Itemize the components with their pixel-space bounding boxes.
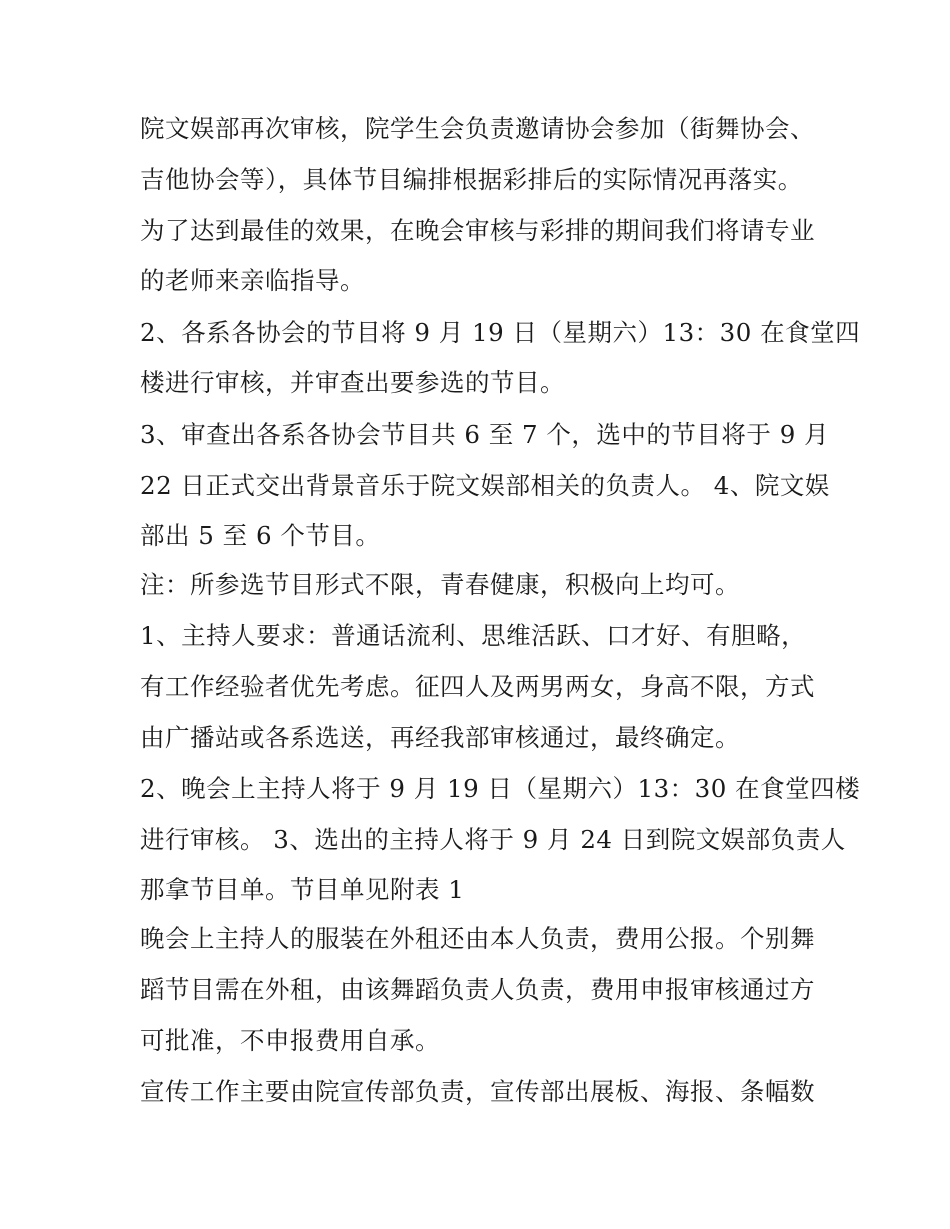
- text-line: 3、审查出各系各协会节目共 6 至 7 个，选中的节目将于 9 月: [140, 420, 830, 449]
- text-line: 蹈节目需在外租，由该舞蹈负责人负责，费用申报审核通过方: [140, 975, 815, 1004]
- text-line: 进行审核。 3、选出的主持人将于 9 月 24 日到院文娱部负责人: [140, 825, 846, 854]
- text-line: 2、各系各协会的节目将 9 月 19 日（星期六）13：30 在食堂四: [140, 318, 861, 347]
- text-line: 晚会上主持人的服装在外租还由本人负责，费用公报。个别舞: [140, 924, 815, 953]
- text-line: 注：所参选节目形式不限，青春健康，积极向上均可。: [140, 570, 740, 599]
- text-line: 2、晚会上主持人将于 9 月 19 日（星期六）13：30 在食堂四楼: [140, 774, 861, 803]
- text-line: 为了达到最佳的效果，在晚会审核与彩排的期间我们将请专业: [140, 216, 815, 245]
- text-line: 有工作经验者优先考虑。征四人及两男两女，身高不限，方式: [140, 672, 815, 701]
- text-line: 22 日正式交出背景音乐于院文娱部相关的负责人。 4、院文娱: [140, 471, 830, 500]
- text-line: 院文娱部再次审核，院学生会负责邀请协会参加（街舞协会、: [140, 114, 815, 143]
- text-line: 由广播站或各系选送，再经我部审核通过，最终确定。: [140, 723, 740, 752]
- text-line: 可批准，不申报费用自承。: [140, 1026, 440, 1055]
- text-line: 的老师来亲临指导。: [140, 266, 365, 295]
- text-line: 吉他协会等），具体节目编排根据彩排后的实际情况再落实。: [140, 165, 803, 194]
- text-line: 1、主持人要求：普通话流利、思维活跃、口才好、有胆略，: [140, 621, 807, 650]
- text-line: 宣传工作主要由院宣传部负责，宣传部出展板、海报、条幅数: [140, 1077, 815, 1106]
- text-line: 部出 5 至 6 个节目。: [140, 521, 381, 550]
- text-line: 楼进行审核，并审查出要参选的节目。: [140, 368, 565, 397]
- text-line: 那拿节目单。节目单见附表 1: [140, 875, 465, 904]
